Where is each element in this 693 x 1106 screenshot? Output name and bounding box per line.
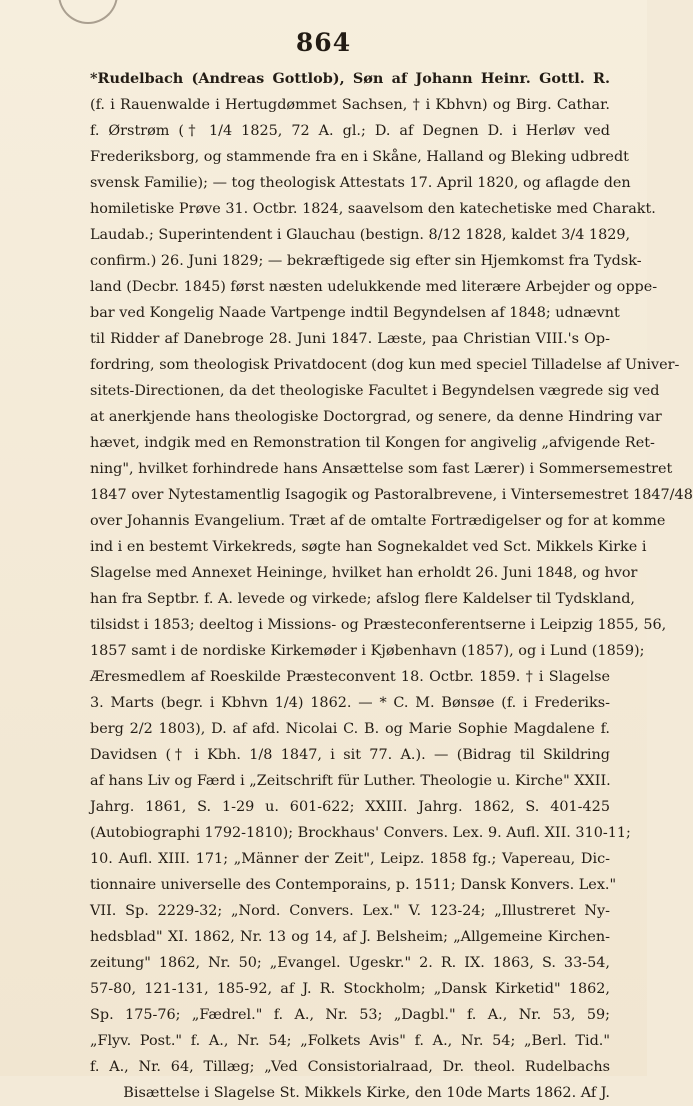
text-line: Æresmedlem af Roeskilde Præsteconvent 18. Octbr. 1859. † i Slagelse — [90, 669, 610, 685]
text-line: ning", hvilket forhindrede hans Ansættelse som fast Lærer) i Sommersemestret — [90, 461, 673, 477]
text-line: „Flyv. Post." f. A., Nr. 54; „Folkets Avis" f. A., Nr. 54; „Berl. Tid." — [90, 1033, 610, 1049]
text-line: ind i en bestemt Virkekreds, søgte han Sognekaldet ved Sct. Mikkels Kirke i — [90, 539, 647, 555]
text-line: *Rudelbach (Andreas Gottlob), Søn af Johann Heinr. Gottl. R. — [90, 70, 610, 87]
text-line: Laudab.; Superintendent i Glauchau (bestign. 8/12 1828, kaldet 3/4 1829, — [90, 227, 631, 243]
text-line: til Ridder af Danebroge 28. Juni 1847. Læste, paa Christian VIII.'s Op- — [90, 331, 610, 347]
text-line: 57-80, 121-131, 185-92, af J. R. Stockholm; „Dansk Kirketid" 1862, — [90, 981, 610, 997]
text-line: f. Ørstrøm († 1/4 1825, 72 A. gl.; D. af Degnen D. i Herløv ved — [90, 123, 610, 139]
page-number: 864 — [295, 28, 352, 57]
text-line: Jahrg. 1861, S. 1-29 u. 601-622; XXIII. Jahrg. 1862, S. 401-425 — [90, 799, 610, 815]
text-line: han fra Septbr. f. A. levede og virkede; afslog flere Kaldelser til Tydskland, — [90, 591, 635, 607]
text-line: Sp. 175-76; „Fædrel." f. A., Nr. 53; „Dagbl." f. A., Nr. 53, 59; — [90, 1007, 610, 1023]
text-line: sitets-Directionen, da det theologiske Facultet i Begyndelsen vægrede sig ved — [90, 383, 660, 399]
text-line: hævet, indgik med en Remonstration til Kongen for angivelig „afvigende Ret- — [90, 435, 655, 451]
text-line: 1847 over Nytestamentlig Isagogik og Pastoralbrevene, i Vintersemestret 1847/48 — [90, 487, 693, 503]
text-line: 10. Aufl. XIII. 171; „Männer der Zeit", Leipz. 1858 fg.; Vapereau, Dic- — [90, 851, 610, 867]
text-line: svensk Familie); — tog theologisk Attestats 17. April 1820, og aflagde den — [90, 175, 631, 191]
text-line: confirm.) 26. Juni 1829; — bekræftigede sig efter sin Hjemkomst fra Tydsk- — [90, 253, 642, 269]
text-line: tilsidst i 1853; deeltog i Missions- og Præsteconferentserne i Leipzig 1855, 56, — [90, 617, 667, 633]
body-text — [90, 66, 693, 1106]
text-line: bar ved Kongelig Naade Vartpenge indtil Begyndelsen af 1848; udnævnt — [90, 305, 620, 321]
text-line: (Autobiographi 1792-1810); Brockhaus' Convers. Lex. 9. Aufl. XII. 310-11; — [90, 825, 631, 841]
text-line: hedsblad" XI. 1862, Nr. 13 og 14, af J. Belsheim; „Allgemeine Kirchen- — [90, 929, 610, 945]
text-line: 3. Marts (begr. i Kbhvn 1/4) 1862. — * C. M. Bønsøe (f. i Frederiks- — [90, 695, 610, 711]
text-line: Bisættelse i Slagelse St. Mikkels Kirke, den 10de Marts 1862. Af J. — [123, 1085, 610, 1101]
text-line: Frederiksborg, og stammende fra en i Skåne, Halland og Bleking udbredt — [90, 149, 629, 165]
text-line: land (Decbr. 1845) først næsten udelukkende med literære Arbejder og oppe- — [90, 279, 658, 295]
text-line: f. A., Nr. 64, Tillæg; „Ved Consistorialraad, Dr. theol. Rudelbachs — [90, 1059, 610, 1075]
text-line: over Johannis Evangelium. Træt af de omtalte Fortrædigelser og for at komme — [90, 513, 666, 529]
text-line: zeitung" 1862, Nr. 50; „Evangel. Ugeskr." 2. R. IX. 1863, S. 33-54, — [90, 955, 610, 971]
text-line: Davidsen († i Kbh. 1/8 1847, i sit 77. A.). — (Bidrag til Skildring — [90, 747, 610, 763]
page-corner-mark — [58, 0, 118, 24]
text-line: (f. i Rauenwalde i Hertugdømmet Sachsen, † i Kbhvn) og Birg. Cathar. — [90, 97, 610, 113]
text-line: Slagelse med Annexet Heininge, hvilket han erholdt 26. Juni 1848, og hvor — [90, 565, 638, 581]
text-line: VII. Sp. 2229-32; „Nord. Convers. Lex." V. 123-24; „Illustreret Ny- — [90, 903, 610, 919]
text-line: af hans Liv og Færd i „Zeitschrift für Luther. Theologie u. Kirche" XXII. — [90, 773, 611, 789]
text-line: berg 2/2 1803), D. af afd. Nicolai C. B. og Marie Sophie Magdalene f. — [90, 721, 610, 737]
text-line: fordring, som theologisk Privatdocent (dog kun med speciel Tilladelse af Univer- — [90, 357, 680, 373]
text-line: tionnaire universelle des Contemporains, p. 1511; Dansk Konvers. Lex." — [90, 877, 617, 893]
text-line: 1857 samt i de nordiske Kirkemøder i Kjøbenhavn (1857), og i Lund (1859); — [90, 643, 645, 659]
text-line: homiletiske Prøve 31. Octbr. 1824, saavelsom den katechetiske med Charakt. — [90, 201, 656, 217]
text-line: at anerkjende hans theologiske Doctorgrad, og senere, da denne Hindring var — [90, 409, 662, 425]
